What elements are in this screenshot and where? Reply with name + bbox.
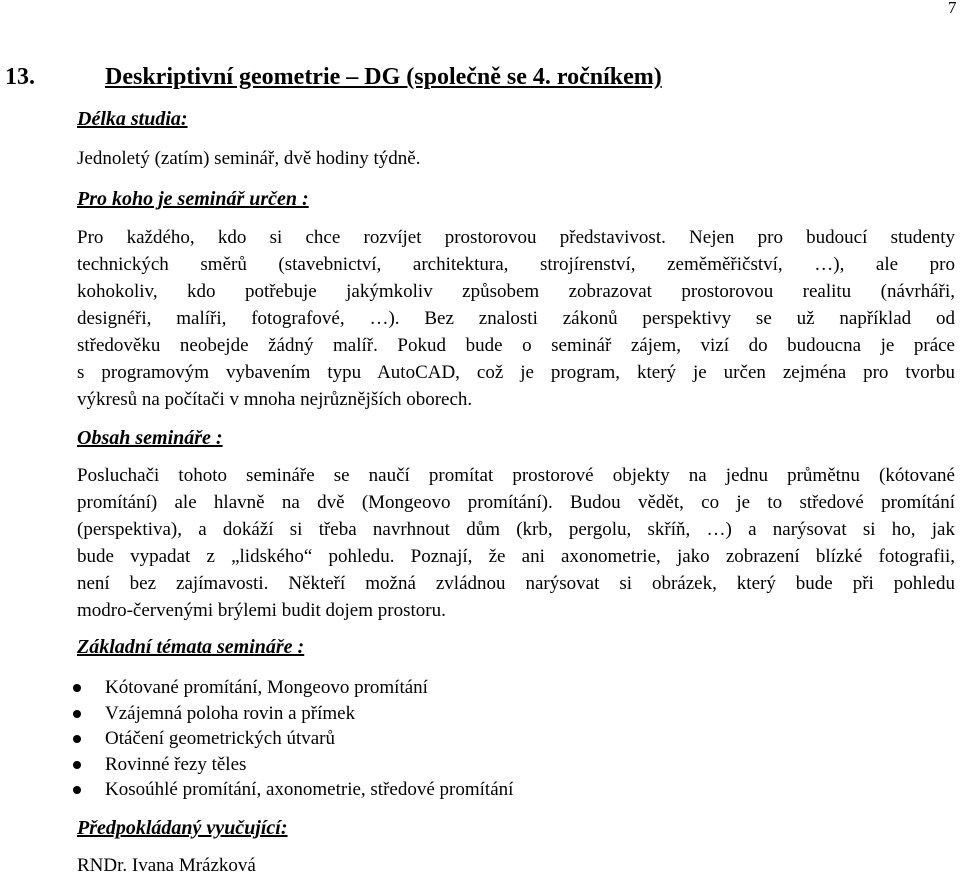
audience-line: s programovým vybavením typu AutoCAD, což je program, který je určen zejména pro tvorbu [77, 362, 955, 383]
audience-line: výkresů na počítači v mnoha nejrůznějších oborech. [77, 389, 473, 410]
content-line: (perspektiva), a dokáží si třeba navrhnout dům (krb, pergolu, skříň, …) a narýsovat si ho, jak [77, 519, 955, 540]
topic-text: Kosoúhlé promítání, axonometrie, středové promítání [105, 779, 514, 801]
bullet-icon [73, 786, 81, 794]
list-item [77, 752, 513, 778]
topic-text: Kótované promítání, Mongeovo promítání [105, 677, 428, 698]
audience-line: Pro každého, kdo si chce rozvíjet prostorovou představivost. Nejen pro budoucí studenty [77, 227, 955, 248]
topics-label: Základní témata semináře : [77, 636, 305, 658]
page-number: 7 [948, 0, 957, 17]
bullet-icon [73, 710, 81, 718]
content-line: Posluchači tohoto semináře se naučí promítat prostorové objekty na jednu průmětnu (kótované [77, 465, 955, 486]
audience-label: Pro koho je seminář určen : [77, 188, 309, 210]
content-line: bude vypadat z „lidského“ pohledu. Poznají, že ani axonometrie, jako zobrazení blízké fotografii, [77, 546, 955, 567]
topic-text: Vzájemná poloha rovin a přímek [105, 702, 356, 724]
list-item [77, 726, 513, 752]
audience-paragraph [77, 224, 955, 413]
list-item [77, 701, 513, 727]
audience-line: designéři, malíři, fotografové, …). Bez znalosti zákonů perspektivy se už například od [77, 308, 955, 329]
teacher-name: RNDr. Ivana Mrázková [77, 855, 256, 876]
content-line: modro-červenými brýlemi budit dojem prostoru. [77, 600, 446, 621]
audience-line: kohokoliv, kdo potřebuje jakýmkoliv způsobem zobrazovat prostorovou realitu (návrháři, [77, 281, 955, 302]
content-line: promítání) ale hlavně na dvě (Mongeovo promítání). Budou vědět, co je to středové promítání [77, 492, 955, 513]
audience-line: středověku neobejde žádný malíř. Pokud bude o seminář zájem, vizí do budoucna je práce [77, 335, 955, 356]
content-line: není bez zajímavosti. Někteří možná zvládnou narýsovat si obrázek, který bude při pohledu [77, 573, 955, 594]
list-item [77, 675, 513, 701]
bullet-icon [73, 684, 81, 692]
content-paragraph [77, 462, 955, 624]
bullet-icon [73, 735, 81, 743]
length-label: Délka studia: [77, 108, 188, 130]
section-number: 13. [5, 64, 35, 90]
topic-text: Otáčení geometrických útvarů [105, 728, 336, 750]
teacher-label: Předpokládaný vyučující: [77, 817, 288, 839]
content-label: Obsah semináře : [77, 427, 223, 449]
audience-line: technických směrů (stavebnictví, architektura, strojírenství, zeměměřičství, …), ale pro [77, 254, 955, 275]
topics-list [77, 675, 513, 803]
section-title: Deskriptivní geometrie – DG (společně se 4. ročníkem) [105, 64, 662, 90]
topic-text: Rovinné řezy těles [105, 753, 247, 775]
section-heading [5, 64, 662, 91]
length-text: Jednoletý (zatím) seminář, dvě hodiny týdně. [77, 148, 421, 169]
list-item [77, 777, 513, 803]
bullet-icon [73, 761, 81, 769]
